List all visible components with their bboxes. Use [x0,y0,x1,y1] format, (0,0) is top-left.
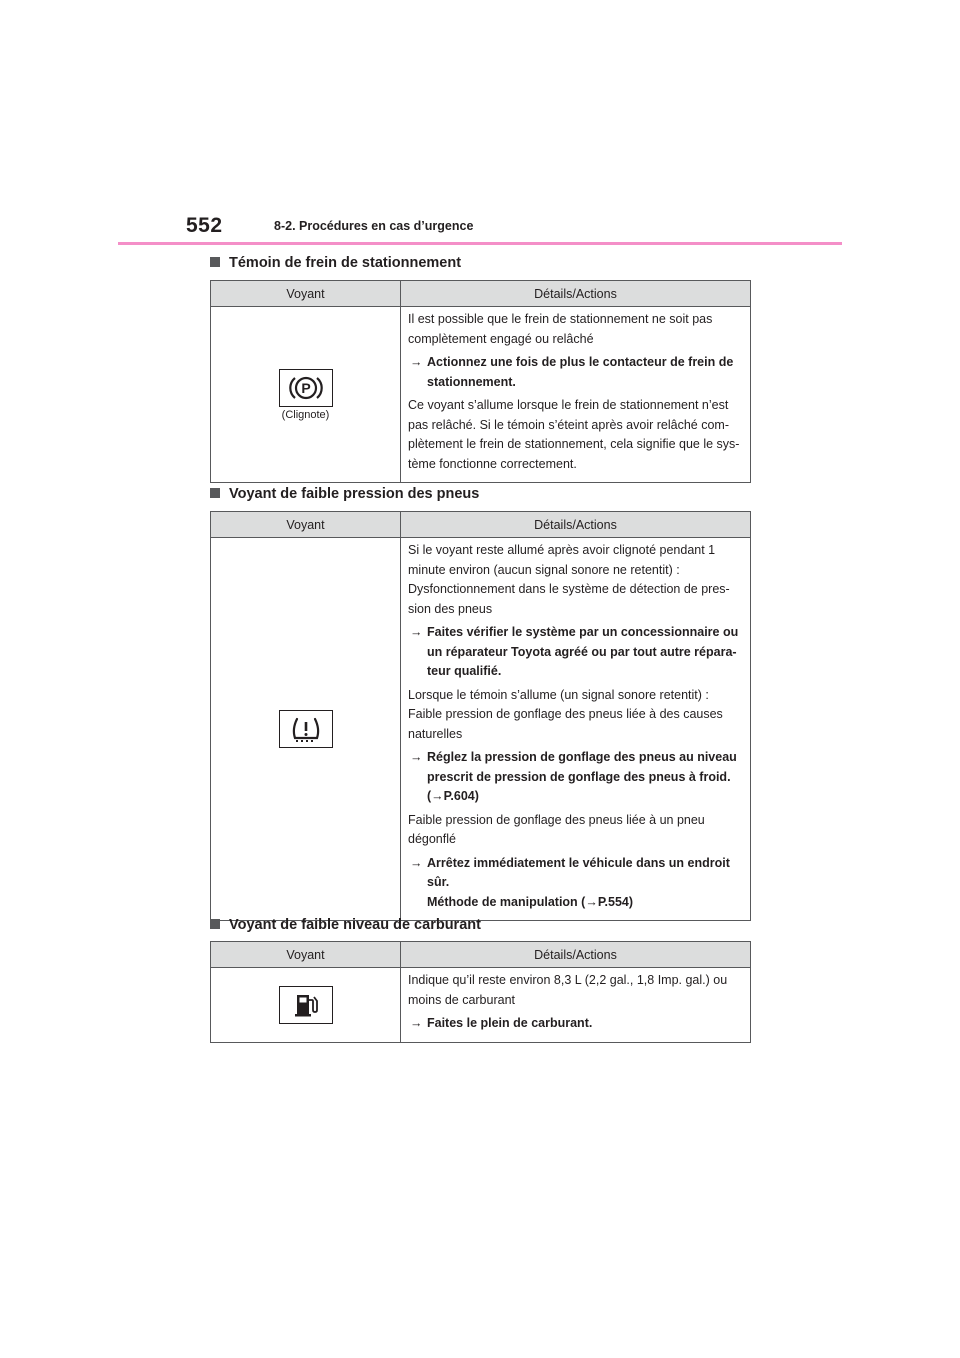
action-text: Réglez la pression de gonflage des pneus au niveau prescrit de pression de gonflage des pneus à froid. (→P.604) [427,750,737,803]
indicator-cell [211,538,401,921]
action-text: Faites le plein de carburant. [427,1016,593,1030]
detail-text: Il est possible que le frein de stationnement ne soit pas complètement engagé ou relâché [408,312,713,346]
indicator-cell [211,307,401,483]
column-header-voyant: Voyant [211,281,401,307]
details-cell [401,968,751,1043]
detail-text: Indique qu’il reste environ 8,3 L (2,2 gal., 1,8 Imp. gal.) ou moins de carburant [408,973,728,1007]
section-title-text: Témoin de frein de stationnement [229,255,462,271]
section-title-parking-brake [210,255,461,271]
arrow-icon: → [410,355,423,369]
indicator-cell [211,968,401,1043]
detail-text: Si le voyant reste allumé après avoir clignoté pendant 1 minute environ (aucun signal sonore ne retentit) : Dysfonctionnement dans le système de détection de pres-sion des pneus [408,543,730,616]
detail-text: Lorsque le témoin s’allume (un signal sonore retentit) : Faible pression de gonflage des pneus liée à des causes naturelles [408,687,723,741]
section-title-text: Voyant de faible pression des pneus [229,486,480,502]
bullet-square-icon [210,257,220,267]
column-header-details: Détails/Actions [401,942,751,968]
action-text: Arrêtez immédiatement le véhicule dans un endroit sûr. [427,855,730,889]
section-title-fuel [210,917,481,933]
parking-brake-table [210,280,751,483]
action-item [408,854,746,913]
action-item [408,353,746,392]
details-cell [401,538,751,921]
fuel-table [210,941,751,1043]
indicator-caption: (Clignote) [281,408,330,421]
action-reference: Méthode de manipulation (→P.554) [427,894,634,909]
section-title-tire-pressure [210,486,479,502]
details-cell [401,307,751,483]
bullet-square-icon [210,919,220,929]
chapter-section-title: 8-2. Procédures en cas d’urgence [274,219,474,233]
action-text: Faites vérifier le système par un concessionnaire ou un réparateur Toyota agréé ou par tout autre répara-teur qualifié. [427,625,739,678]
arrow-icon: → [410,750,423,764]
header-rule [118,242,842,245]
page-number: 552 [186,214,223,237]
fuel-pump-icon [279,986,333,1024]
column-header-details: Détails/Actions [401,512,751,538]
section-title-text: Voyant de faible niveau de carburant [229,917,481,933]
arrow-icon: → [410,625,423,639]
action-item [408,623,746,682]
tire-pressure-table [210,511,751,921]
tire-pressure-icon [279,710,333,748]
detail-text: Ce voyant s’allume lorsque le frein de stationnement n’est pas relâché. Si le témoin s’éteint après avoir relâché com-plètement le frein de stationnement, cela signifie que le sys-tème fonctionne correctement. [408,398,740,471]
bullet-square-icon [210,488,220,498]
detail-text: Faible pression de gonflage des pneus liée à un pneu dégonflé [408,812,705,846]
action-item [408,748,746,807]
column-header-details: Détails/Actions [401,281,751,307]
column-header-voyant: Voyant [211,942,401,968]
arrow-icon: → [410,1016,423,1030]
action-item [408,1014,746,1034]
column-header-voyant: Voyant [211,512,401,538]
action-text: Actionnez une fois de plus le contacteur de frein de stationnement. [427,355,734,389]
parking-brake-icon [279,369,333,407]
arrow-icon: → [410,855,423,870]
svg-text:P: P [300,379,311,396]
